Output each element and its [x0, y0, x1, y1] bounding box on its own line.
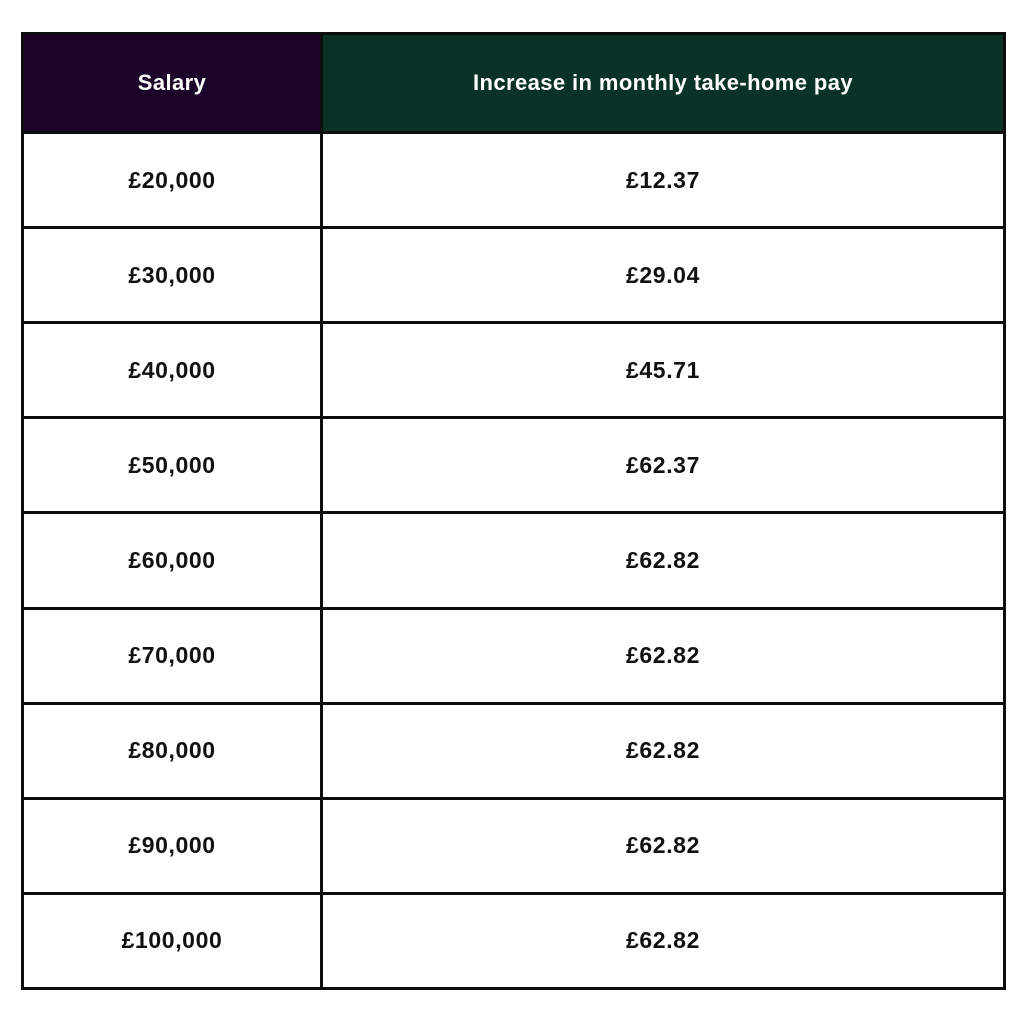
increase-cell: £12.37 — [322, 133, 1005, 228]
table-row — [23, 893, 1005, 988]
table-row — [23, 323, 1005, 418]
table-row — [23, 703, 1005, 798]
salary-increase-table — [21, 32, 1006, 990]
increase-cell: £62.37 — [322, 418, 1005, 513]
table-row — [23, 418, 1005, 513]
table-row — [23, 228, 1005, 323]
table-body — [23, 133, 1005, 989]
salary-cell: £40,000 — [23, 323, 322, 418]
salary-cell: £90,000 — [23, 798, 322, 893]
increase-cell: £62.82 — [322, 798, 1005, 893]
increase-cell: £62.82 — [322, 893, 1005, 988]
salary-cell: £30,000 — [23, 228, 322, 323]
header-row — [23, 34, 1005, 133]
table-row — [23, 133, 1005, 228]
table-row — [23, 798, 1005, 893]
increase-cell: £45.71 — [322, 323, 1005, 418]
table-row — [23, 608, 1005, 703]
column-header-salary: Salary — [23, 34, 322, 133]
increase-cell: £62.82 — [322, 703, 1005, 798]
salary-cell: £80,000 — [23, 703, 322, 798]
column-header-increase: Increase in monthly take-home pay — [322, 34, 1005, 133]
table-row — [23, 513, 1005, 608]
salary-cell: £70,000 — [23, 608, 322, 703]
table-header — [23, 34, 1005, 133]
salary-cell: £100,000 — [23, 893, 322, 988]
increase-cell: £62.82 — [322, 608, 1005, 703]
salary-cell: £20,000 — [23, 133, 322, 228]
salary-cell: £60,000 — [23, 513, 322, 608]
increase-cell: £62.82 — [322, 513, 1005, 608]
salary-cell: £50,000 — [23, 418, 322, 513]
increase-cell: £29.04 — [322, 228, 1005, 323]
